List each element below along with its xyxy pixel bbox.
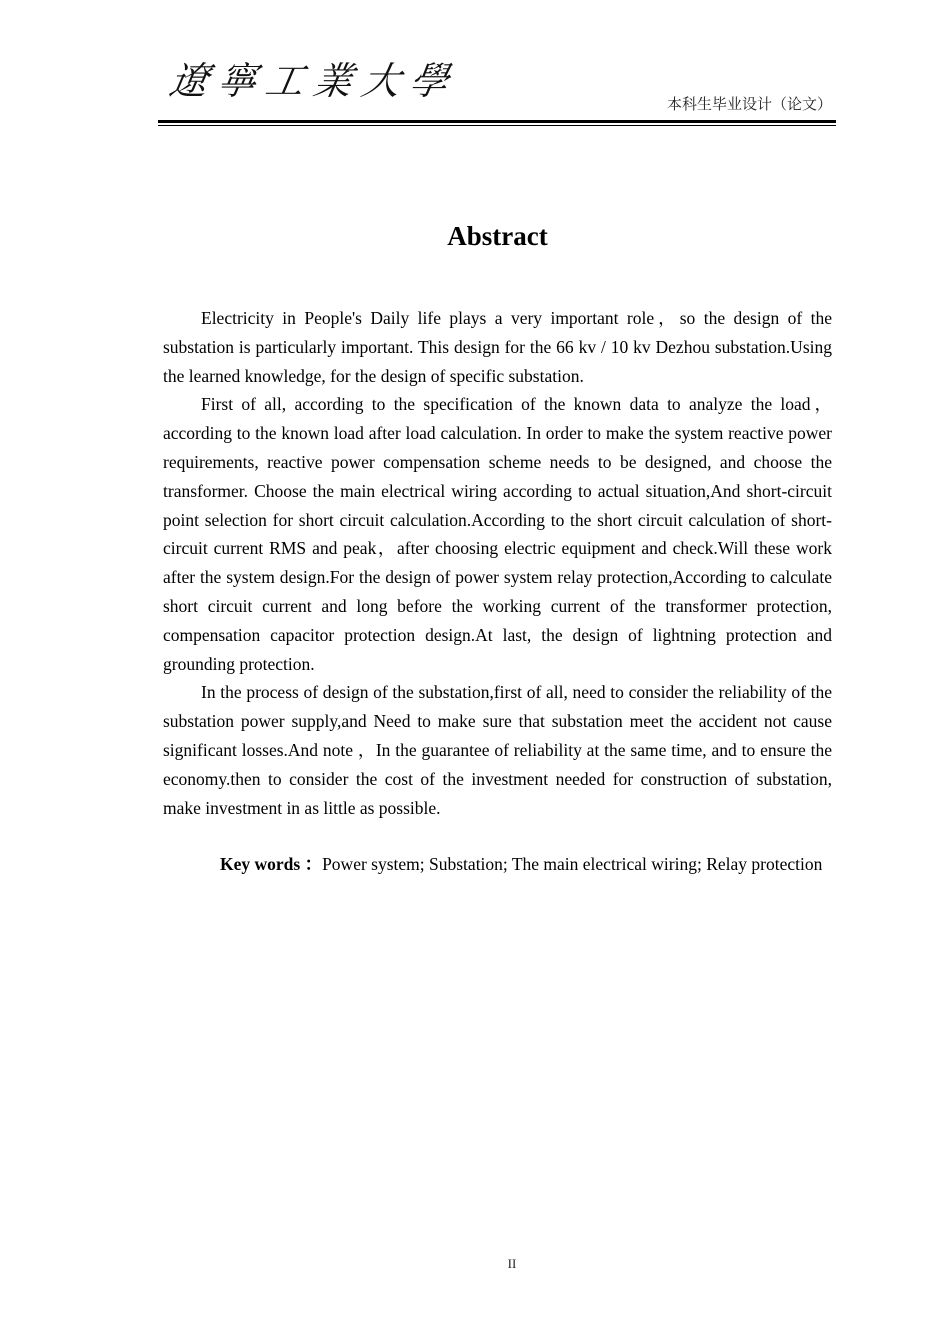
header-rule-thin	[158, 125, 836, 126]
page-title: Abstract	[447, 221, 548, 252]
abstract-paragraph-1: Electricity in People's Daily life plays a very important role，so the design of the substation is particularly important. This design for the 66 kv / 10 kv Dezhou substation.Using the learned knowledge, for the design of specific substation.	[163, 308, 832, 386]
abstract-paragraph-3: In the process of design of the substation,first of all, need to consider the reliability of the substation power supply,and Need to make sure that substation meet the accident not cause significant losses.And note ，In the guarantee of reliability at the same time, and to ensure the economy.then to consider the cost of the investment needed for construction of substation, make investment in as little as possible.	[163, 682, 832, 818]
keywords	[163, 850, 832, 879]
keywords-label: Key words ：	[220, 854, 323, 874]
header-subtitle: 本科生毕业设计（论文）	[666, 95, 832, 113]
abstract-body	[163, 304, 832, 822]
page-number: II	[507, 1256, 517, 1271]
keywords-text: Power system; Substation; The main electrical wiring; Relay protection	[322, 854, 823, 874]
abstract-paragraph-2: First of all, according to the specification of the known data to analyze the load，according to the known load after load calculation. In order to make the system reactive power requirements, reactive power compensation scheme needs to be designed, and choose the transformer. Choose the main electrical wiring according to actual situation,And short-circuit point selection for short circuit calculation.According to the short circuit calculation of short-circuit current RMS and peak，after choosing electric equipment and check.Will these work after the system design.For the design of power system relay protection,According to calculate short circuit current and long before the working current of the transformer protection, compensation capacitor protection design.At last, the design of lightning protection and grounding protection.	[163, 394, 832, 674]
page-header	[158, 52, 836, 126]
university-logo: 遼寧工業大學	[166, 59, 462, 103]
header-rule-thick	[158, 120, 836, 123]
